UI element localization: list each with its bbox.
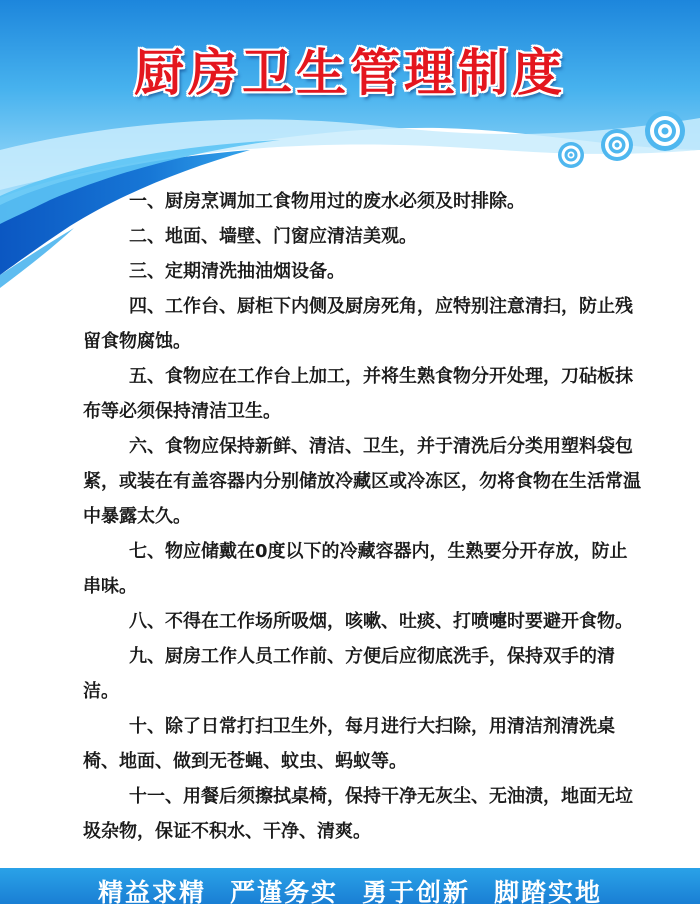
motto-phrase: 脚踏实地 [494, 878, 603, 904]
rule-item: 八、不得在工作场所吸烟，咳嗽、吐痰、打喷嚏时要避开食物。 [129, 611, 633, 632]
rules-list [83, 184, 643, 849]
motto-phrase: 精益求精 [97, 878, 206, 904]
rule-item: 二、地面、墙壁、门窗应清洁美观。 [129, 226, 417, 247]
rule-item: 六、食物应保持新鲜、清洁、卫生，并于清洗后分类用塑料袋包紧，或装在有盖容器内分别储放冷藏区或冷冻区，勿将食物在生活常温中暴露太久。 [83, 436, 641, 527]
rule-item: 四、工作台、厨柜下内侧及厨房死角，应特别注意清扫，防止残留食物腐蚀。 [83, 296, 633, 352]
rule-item: 七、物应储戴在0度以下的冷藏容器内，生熟要分开存放，防止串味。 [83, 541, 628, 597]
footer-band [0, 868, 700, 904]
rule-item: 十、除了日常打扫卫生外，每月进行大扫除，用清洁剂清洗桌椅、地面、做到无苍蝇、蚊虫、蚂蚁等。 [83, 716, 615, 772]
rule-item: 一、厨房烹调加工食物用过的废水必须及时排除。 [129, 191, 525, 212]
page-title: 厨房卫生管理制度 [134, 44, 566, 102]
motto-phrase: 严谨务实 [229, 878, 338, 904]
motto-slogan [0, 868, 700, 904]
rule-item: 十一、用餐后须擦拭桌椅，保持干净无灰尘、无油渍，地面无垃圾杂物，保证不积水、干净、清爽。 [83, 786, 633, 842]
rule-item: 九、厨房工作人员工作前、方便后应彻底洗手，保持双手的清洁。 [83, 646, 615, 702]
rule-item: 三、定期清洗抽油烟设备。 [129, 261, 345, 282]
rule-item: 五、食物应在工作台上加工，并将生熟食物分开处理，刀砧板抹布等必须保持清洁卫生。 [83, 366, 633, 422]
motto-phrase: 勇于创新 [362, 878, 471, 904]
